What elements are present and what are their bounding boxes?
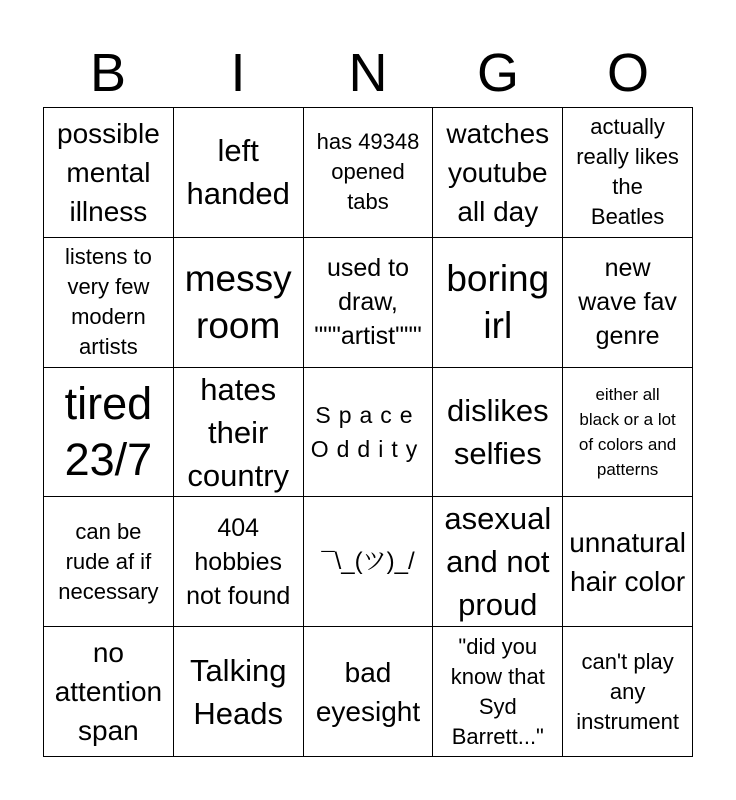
bingo-cell[interactable]: [563, 627, 693, 757]
bingo-cell[interactable]: [174, 627, 304, 757]
bingo-cell[interactable]: [44, 627, 174, 757]
bingo-cell[interactable]: [44, 108, 174, 238]
cell-text: left handed: [186, 133, 290, 212]
cell-text: tired 23/7: [64, 377, 153, 485]
bingo-cell[interactable]: [174, 368, 304, 498]
bingo-cell[interactable]: [304, 627, 434, 757]
cell-text: actually really likes the Beatles: [576, 114, 679, 230]
cell-text: boring irl: [446, 258, 550, 347]
bingo-cell[interactable]: [563, 238, 693, 368]
bingo-cell[interactable]: [304, 108, 434, 238]
cell-text: possible mental illness: [57, 117, 160, 227]
header-letter-i: I: [230, 43, 246, 103]
cell-text: hates their country: [187, 371, 290, 493]
cell-text: watches youtube all day: [446, 117, 550, 227]
bingo-cell[interactable]: [174, 238, 304, 368]
cell-text: listens to very few modern artists: [64, 244, 152, 360]
cell-text: dislikes selfies: [446, 392, 549, 471]
header-letter-b: B: [89, 43, 127, 103]
bingo-cell[interactable]: [433, 108, 563, 238]
cell-text: asexual and not proud: [444, 501, 552, 623]
cell-text: new wave fav genre: [578, 254, 677, 351]
header-letter-g: G: [476, 43, 519, 103]
cell-text: unnatural hair color: [569, 526, 686, 597]
bingo-cell[interactable]: [433, 627, 563, 757]
bingo-header: [43, 40, 693, 106]
cell-text: can't play any instrument: [576, 648, 679, 734]
free-space-cell[interactable]: [304, 368, 434, 498]
free-space-text: Space Oddity: [310, 401, 426, 462]
bingo-cell[interactable]: [304, 238, 434, 368]
bingo-cell[interactable]: [174, 108, 304, 238]
cell-text: bad eyesight: [315, 656, 421, 727]
bingo-cell[interactable]: [433, 238, 563, 368]
cell-text: used to draw, """artist""": [314, 254, 422, 351]
header-letter-o: O: [606, 43, 649, 103]
bingo-cell[interactable]: [563, 368, 693, 498]
cell-text: no attention span: [54, 637, 163, 747]
bingo-cell[interactable]: [44, 238, 174, 368]
cell-text: ¯\_(ツ)_/: [321, 547, 415, 575]
bingo-cell[interactable]: [44, 497, 174, 627]
cell-text: 404 hobbies not found: [186, 513, 291, 610]
bingo-grid: [43, 107, 693, 757]
cell-text: has 49348 opened tabs: [316, 129, 420, 215]
bingo-cell[interactable]: [433, 497, 563, 627]
cell-text: either all black or a lot of colors and patterns: [578, 384, 677, 479]
bingo-cell[interactable]: [563, 497, 693, 627]
cell-text: "did you know that Syd Barrett...": [450, 633, 545, 749]
cell-text: Talking Heads: [189, 652, 287, 731]
bingo-cell[interactable]: [433, 368, 563, 498]
bingo-cell[interactable]: [563, 108, 693, 238]
header-letter-n: N: [348, 43, 388, 103]
cell-text: messy room: [184, 258, 292, 347]
bingo-cell[interactable]: [304, 497, 434, 627]
bingo-cell[interactable]: [44, 368, 174, 498]
cell-text: can be rude af if necessary: [58, 518, 159, 604]
bingo-cell[interactable]: [174, 497, 304, 627]
